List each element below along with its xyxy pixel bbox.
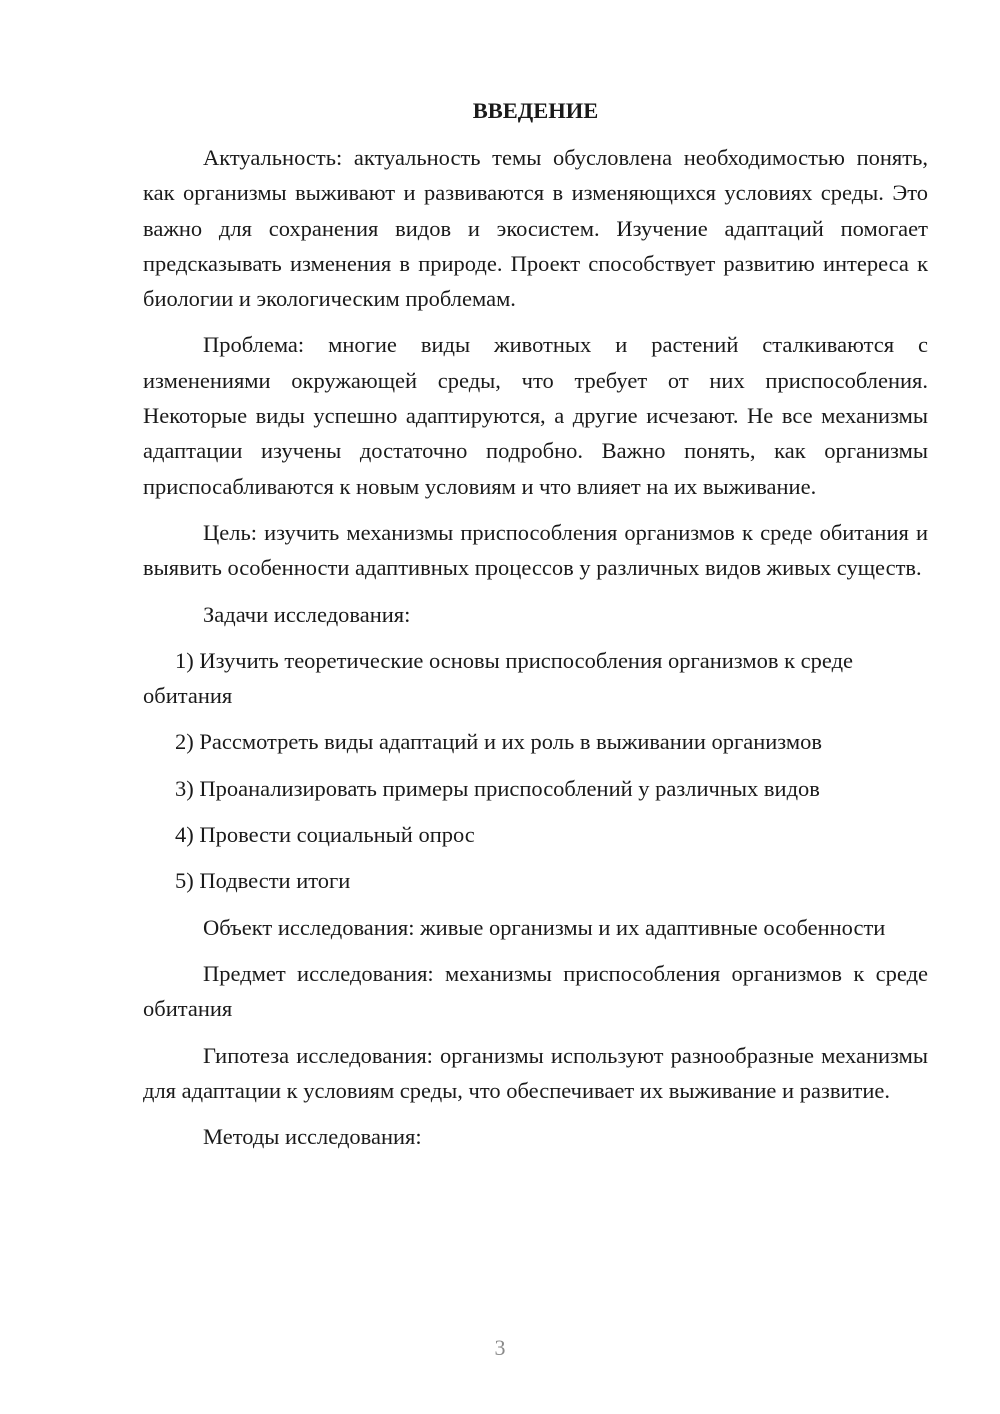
tasks-heading: Задачи исследования:: [203, 601, 411, 627]
paragraph-goal: Цель: изучить механизмы приспособления организмов к среде обитания и выявить особенности адаптивных процессов у различных видов живых существ.: [143, 519, 928, 581]
section-heading: ВВЕДЕНИЕ: [472, 98, 599, 123]
paragraph-relevance: Актуальность: актуальность темы обусловлена необходимостью понять, как организмы выживают и развиваются в изменяющихся условиях среды. Это важно для сохранения видов и экосистем. Изучение адаптаций помогает предсказывать изменения в природе. Проект способствует развитию интереса к биологии и экологическим проблемам.: [143, 145, 928, 312]
task-item-2: 2) Рассмотреть виды адаптаций и их роль в выживании организмов: [175, 729, 822, 755]
task-item-3: 3) Проанализировать примеры приспособлений у различных видов: [175, 775, 820, 801]
page-content: [143, 94, 928, 1165]
page-number: 3: [494, 1335, 506, 1360]
paragraph-hypothesis: Гипотеза исследования: организмы используют разнообразные механизмы для адаптации к условиям среды, что обеспечивает их выживание и развитие.: [143, 1042, 928, 1103]
paragraph-problem: Проблема: многие виды животных и растений сталкиваются с изменениями окружающей среды, что требует от них приспособления. Некоторые виды успешно адаптируются, а другие исчезают. Не все механизмы адаптации изучены достаточно подробно. Важно понять, как организмы приспосабливаются к новым условиям и что влияет на их выживание.: [143, 332, 928, 499]
task-item-5: 5) Подвести итоги: [175, 868, 351, 894]
paragraph-object: Объект исследования: живые организмы и их адаптивные особенности: [203, 914, 886, 940]
paragraph-subject: Предмет исследования: механизмы приспособления организмов к среде обитания: [143, 960, 928, 1022]
methods-heading: Методы исследования:: [203, 1124, 422, 1150]
task-item-1: 1) Изучить теоретические основы приспособления организмов к среде обитания: [143, 647, 854, 709]
task-item-4: 4) Провести социальный опрос: [175, 822, 475, 848]
